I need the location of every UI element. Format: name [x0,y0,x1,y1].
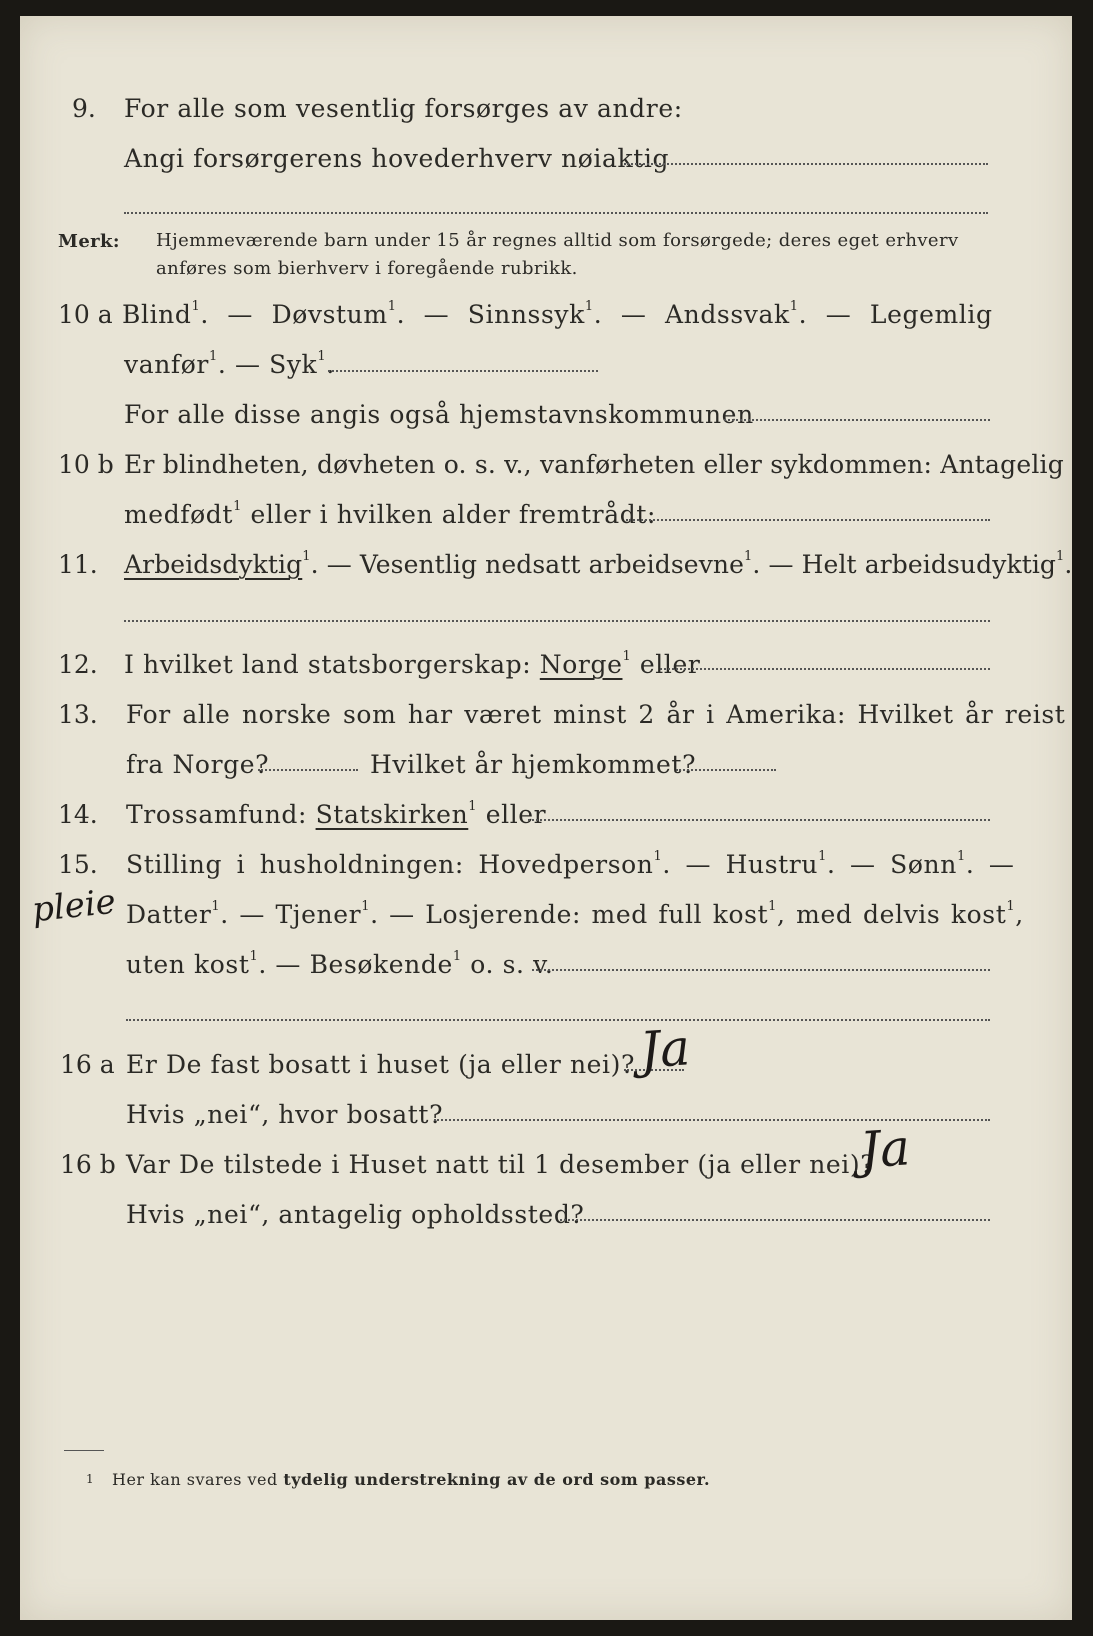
footnote-mark: 1 [86,1472,95,1486]
q15-answer-line-2 [126,1019,990,1021]
q9-answer-line [624,163,988,165]
q15-handwritten-margin-note: pleie [30,881,118,931]
q9-line1: For alle som vesentlig forsørges av andre: [124,94,683,123]
q16b-handwritten-answer: Ja [858,1118,912,1180]
q16b-opholdssted-line [560,1219,990,1221]
q15-number: 15. [58,850,98,879]
merk-line2: anføres som bierhverv i foregående rubrikk. [156,258,578,279]
q14-number: 14. [58,800,98,829]
q16a-line2: Hvis „nei“, hvor bosatt? [126,1100,444,1129]
q16b-line1: Var De tilstede i Huset natt til 1 desember (ja eller nei)? [126,1150,875,1179]
footnote-rule [64,1450,104,1451]
q11-number: 11. [58,550,98,579]
q15-line2: Datter$^1$. — Tjener$^1$. — Losjerende: med full kost$^1$, med delvis kost$^1$, [126,899,1024,929]
q12-number: 12. [58,650,98,679]
q10b-line2: medfødt$^1$ eller i hvilken alder fremtrådt: [124,499,656,529]
q10a-hjemstavn-line [724,419,990,421]
q9-line2: Angi forsørgerens hovederhverv nøiaktig [124,144,670,173]
q10b-answer-line [626,519,990,521]
q13-line2a: fra Norge? [126,750,270,779]
q10b-line1: Er blindheten, døvheten o. s. v., vanførheten eller sykdommen: Antagelig [124,450,1064,479]
q11-answer-line [124,620,990,622]
census-form-page [20,16,1072,1620]
q15-answer-line [532,969,990,971]
q11-arbeidsdyktig-underlined: Arbeidsdyktig [124,550,303,579]
q13-line1: For alle norske som har været minst 2 år i Amerika: Hvilket år reist [126,700,1066,729]
q13-reist-line [258,769,358,771]
q12-norge-underlined: Norge [539,650,623,679]
q16a-number: 16 a [60,1050,115,1079]
q10b-number: 10 b [58,450,114,479]
q15-line3: uten kost$^1$. — Besøkende$^1$ o. s. v. [126,949,554,979]
q14-line: Trossamfund: Statskirken$^1$ eller [126,799,547,829]
q10a-line1: Blind$^1$. — Døvstum$^1$. — Sinnssyk$^1$. — Andssvak$^1$. — Legemlig [122,299,993,329]
q12-line: I hvilket land statsborgerskap: Norge$^1$ eller [124,649,701,679]
q9-number: 9. [72,94,96,123]
q10a-number: 10 a [58,300,113,329]
merk-line1: Hjemmeværende barn under 15 år regnes alltid som forsørgede; deres eget erhverv [156,230,959,251]
q11-line: Arbeidsdyktig$^1$. — Vesentlig nedsatt arbeidsevne$^1$. — Helt arbeidsudyktig$^1$. [124,549,1073,579]
q10a-answer-line [328,370,598,372]
q13-number: 13. [58,700,98,729]
q13-line2b: Hvilket år hjemkommet? [370,750,697,779]
q13-hjemkommet-line [676,769,776,771]
merk-label: Merk: [58,231,120,252]
q10a-line3: For alle disse angis også hjemstavnskommunen [124,400,754,429]
q16b-line2: Hvis „nei“, antagelig opholdssted? [126,1200,585,1229]
q14-statskirken-underlined: Statskirken [315,800,469,829]
q14-answer-line [528,819,990,821]
q16a-line1: Er De fast bosatt i huset (ja eller nei)? [126,1050,635,1079]
q9-answer-line-2 [124,212,988,214]
q12-answer-line [660,668,990,670]
q15-line1: Stilling i husholdningen: Hovedperson$^1$. — Hustru$^1$. — Sønn$^1$. — [126,849,1015,879]
q10a-line2: vanfør$^1$. — Syk$^1$. [124,349,335,379]
footnote-text: Her kan svares ved tydelig understrekning av de ord som passer. [112,1470,711,1489]
q16b-number: 16 b [60,1150,116,1179]
q16a-handwritten-answer: Ja [638,1018,692,1080]
